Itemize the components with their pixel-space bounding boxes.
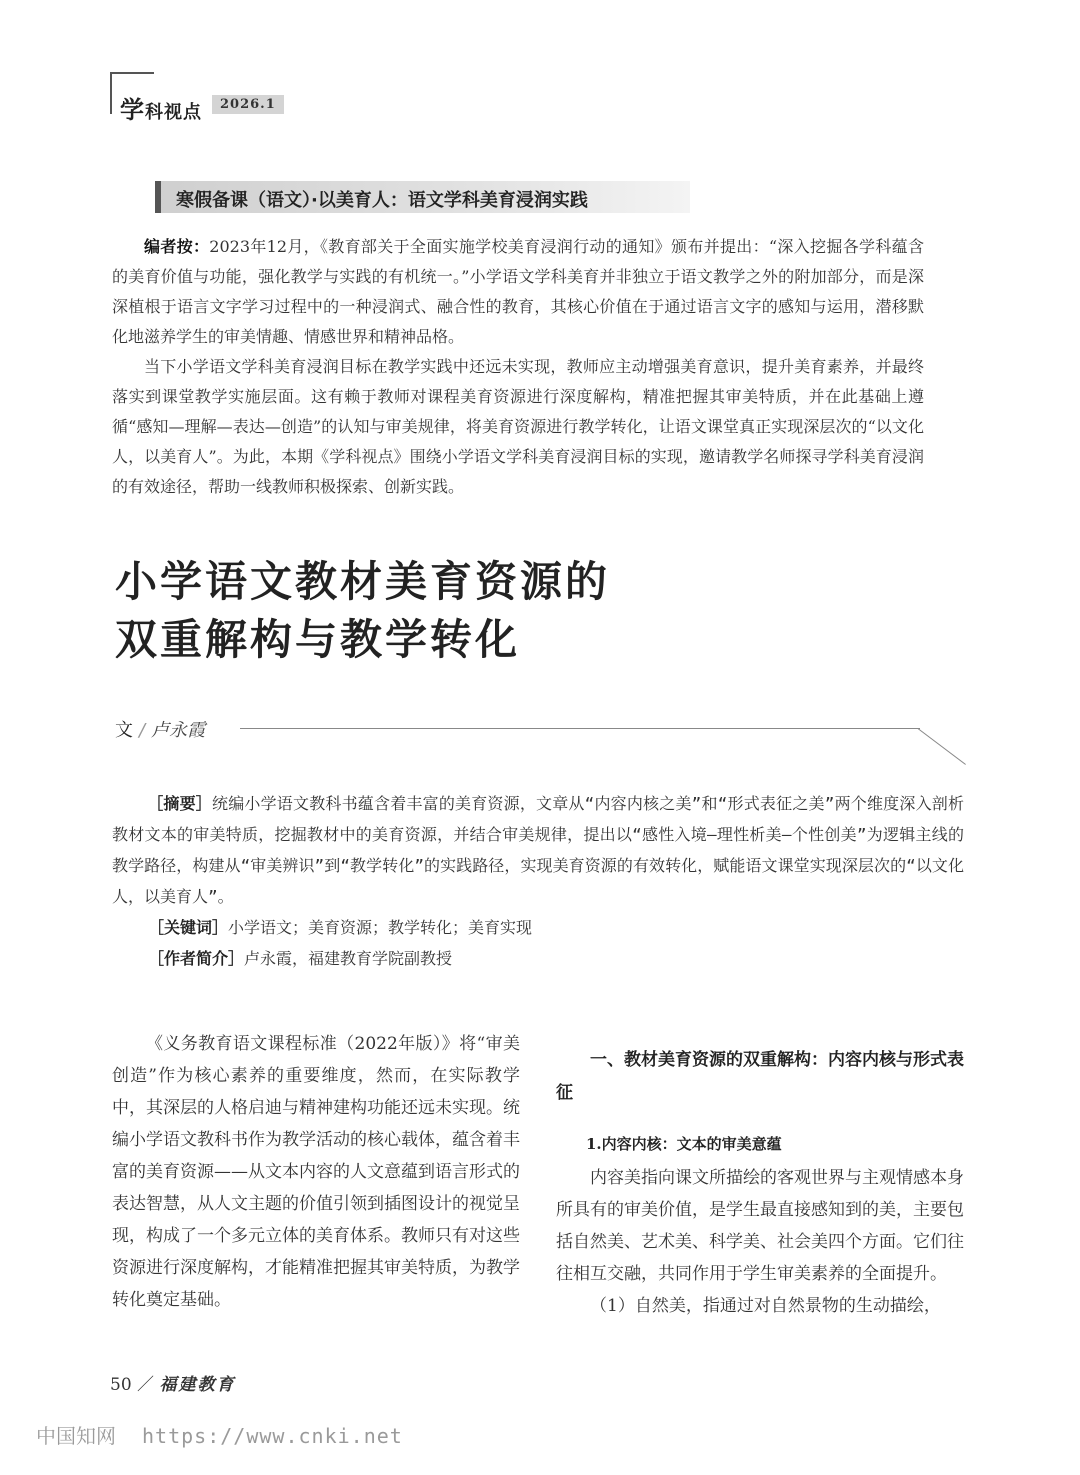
watermark (36, 1420, 403, 1449)
editor-note (112, 232, 924, 502)
section-heading: 一、教材美育资源的双重解构：内容内核与形式表征 (556, 1050, 964, 1103)
intro-paragraph: 《义务教育语文课程标准（2022年版）》将“审美创造”作为核心素养的重要维度，然而，在实际教学中，其深层的人格启迪与精神建构功能还远未实现。统编小学语文教科书作为教学活动的核心载体，蕴含着丰富的美育资源——从文本内容的人文意蕴到语言形式的表达智慧，从人文主题的价值引领到插图设计的视觉呈现，构成了一个多元立体的美育体系。教师只有对这些资源进行深度解构，才能精准把握其审美特质，为教学转化奠定基础。 (112, 1034, 520, 1310)
footer-slash: ／ (137, 1375, 155, 1395)
author-name: 卢永霞 (151, 720, 206, 741)
abstract-label: ［摘要］ (147, 794, 212, 813)
author-rule-diagonal (917, 728, 966, 765)
author-line (115, 716, 205, 742)
author-bio-label: ［作者简介］ (148, 949, 245, 968)
keywords (112, 912, 964, 943)
keywords-label: ［关键词］ (148, 918, 229, 937)
body-paragraph-2: （1）自然美，指通过对自然景物的生动描绘， (590, 1296, 941, 1316)
editor-note-paragraph-2: 当下小学语文学科美育浸润目标在教学实践中还远未实现，教师应主动增强美育意识，提升美育素养，并最终落实到课堂教学实施层面。这有赖于教师对课程美育资源进行深度解构，精准把握其审美特质，并在此基础上遵循“感知—理解—表达—创造”的认知与审美规律，将美育资源进行教学转化，让语文课堂真正实现深层次的“以文化人，以美育人”。为此，本期《学科视点》围绕小学语文学科美育浸润目标的实现，邀请教学名师探寻学科美育浸润的有效途径，帮助一线教师积极探索、创新实践。 (112, 357, 924, 496)
watermark-site: 中国知网 (36, 1424, 116, 1448)
page-number: 50 (110, 1375, 132, 1395)
topic-banner-text: 寒假备课（语文）·以美育人：语文学科美育浸润实践 (176, 190, 588, 211)
topic-banner-bar (155, 181, 161, 213)
author-prefix: 文 (115, 720, 133, 741)
author-bio (112, 943, 964, 974)
article-title (115, 553, 610, 669)
author-bio-text: 卢永霞，福建教育学院副教授 (244, 949, 453, 968)
abstract-block (112, 788, 964, 974)
right-column (556, 1044, 964, 1322)
article-title-line-2: 双重解构与教学转化 (115, 615, 521, 664)
keywords-text: 小学语文；美育资源；教学转化；美育实现 (228, 918, 533, 937)
author-slash: / (139, 720, 146, 741)
editor-note-paragraph-1 (112, 232, 924, 352)
left-column (112, 1028, 520, 1316)
article-title-line-1: 小学语文教材美育资源的 (115, 557, 611, 606)
column-name-initial: 学 (120, 96, 145, 124)
issue-badge: 2026.1 (212, 95, 284, 114)
abstract-text: 统编小学语文教科书蕴含着丰富的美育资源，文章从“内容内核之美”和“形式表征之美”两个维度深入剖析教材文本的审美特质，挖掘教材中的美育资源，并结合审美规律，提出以“感性入境—理性析美—个性创美”为逻辑主线的教学路径，构建从“审美辨识”到“教学转化”的实践路径，实现美育资源的有效转化，赋能语文课堂实现深层次的“以文化人，以美育人”。 (112, 794, 964, 906)
abstract (112, 788, 964, 912)
author-rule (240, 728, 920, 729)
watermark-url: https://www.cnki.net (142, 1424, 403, 1448)
column-name-rest: 科视点 (145, 102, 202, 123)
body-paragraph-1: 内容美指向课文所描绘的客观世界与主观情感本身所具有的审美价值，是学生最直接感知到的美，主要包括自然美、艺术美、科学美、社会美四个方面。它们往往相互交融，共同作用于学生审美素养的全面提升。 (556, 1168, 964, 1284)
magazine-name: 福建教育 (159, 1375, 236, 1395)
column-name (120, 90, 202, 125)
subsection-heading: 1.内容内核：文本的审美意蕴 (586, 1135, 782, 1153)
editor-note-text-1: 2023年12月，《教育部关于全面实施学校美育浸润行动的通知》颁布并提出：“深入挖掘各学科蕴含的美育价值与功能，强化教学与实践的有机统一。”小学语文学科美育并非独立于语文教学之外的附加部分，而是深深植根于语言文字学习过程中的一种浸润式、融合性的教育，其核心价值在于通过语言文字的感知与运用，潜移默化地滋养学生的审美情趣、情感世界和精神品格。 (112, 237, 924, 346)
page-footer (110, 1370, 235, 1395)
editor-note-lead: 编者按： (144, 237, 210, 256)
